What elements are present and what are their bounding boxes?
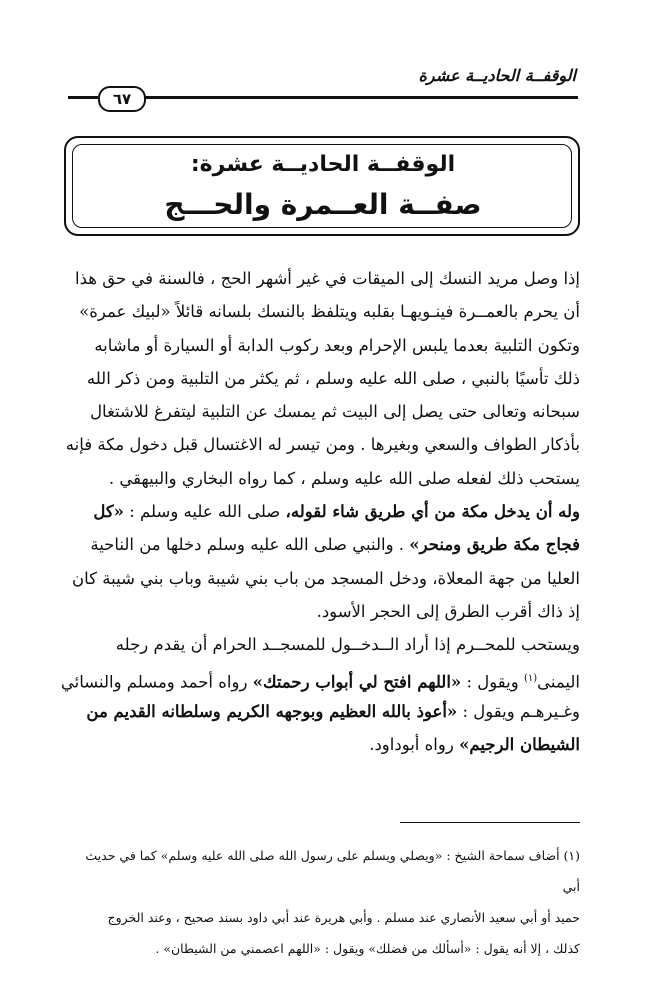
footnotes: [66, 840, 580, 964]
footnote-line-2: حميد أو أبي سعيد الأنصاري عند مسلم . وأبي هريرة عند أبي داود بسند صحيح ، وعند الخروج: [107, 910, 580, 925]
body-line-5: سبحانه وتعالى حتى يصل إلى البيت ثم يمسك عن التلبية ليتفرغ للاشتغال: [90, 402, 580, 422]
text-run: ويقول :: [461, 672, 524, 692]
bold-quote: «أعوذ بالله العظيم وبوجهه الكريم وسلطانه القديم من: [86, 701, 458, 721]
bold-quote: «اللهم افتح لي أبواب رحمتك»: [252, 672, 462, 692]
text-run: رواه أبوداود.: [369, 735, 460, 755]
running-header-title: الوقفــة الحاديــة عشرة: [418, 66, 576, 85]
body-line-4: ذلك تأسيًا بالنبي ، صلى الله عليه وسلم ، ثم يكثر من التلبية ومن ذكر الله: [86, 368, 580, 388]
bold-quote: «كل: [93, 502, 124, 522]
paragraph-2-line-2: [66, 528, 580, 561]
footnote-line-1: (١) أضاف سماحة الشيخ : «ويصلي ويسلم على رسول الله صلى الله عليه وسلم» كما في حديث أبي: [85, 848, 580, 894]
text-run: وغـيرهـم ويقول :: [457, 701, 580, 721]
header-rule-left: [68, 96, 98, 99]
text-run: رواه أحمد ومسلم والنسائي: [60, 672, 253, 692]
body-line-6: بأذكار الطواف والسعي وبغيرها . ومن تيسر له الاغتسال قبل دخول مكة فإنه: [65, 435, 580, 455]
chapter-title-line1: الوقفــة الحاديــة عشرة:: [190, 152, 456, 177]
paragraph-3-line-3: [66, 695, 580, 728]
paragraph-3-line-4: [66, 728, 580, 761]
paragraph-2-line-1: [66, 495, 580, 528]
body-line-1: إذا وصل مريد النسك إلى الميقات في غير أشهر الحج ، فالسنة في حق هذا: [75, 269, 580, 288]
paragraph-3-line-1: ويستحب للمحــرم إذا أراد الــدخــول للمسجــد الحرام أن يقدم رجله: [115, 635, 580, 655]
paragraph-2-line-4: إذ ذاك أقرب الطرق إلى الحجر الأسود.: [316, 601, 580, 621]
body-line-3: وتكون التلبية بعدما يلبس الإحرام وبعد ركوب الدابة أو السيارة أو ماشابه: [94, 335, 580, 355]
text-run: صلى الله عليه وسلم :: [124, 502, 286, 522]
paragraph-3-line-2: [60, 662, 580, 695]
bold-quote: فجاج مكة طريق ومنحر»: [409, 535, 580, 555]
page-number: ٦٧: [98, 86, 146, 112]
body-text: [60, 262, 580, 761]
body-line-2: أن يحرم بالعمــرة فينـويهـا بقلبه ويتلفظ بالنسك بلسانه قائلاً «لبيك عمرة»: [79, 302, 580, 322]
text-run: اليمنى: [537, 672, 580, 692]
footnote-line-3: كذلك ، إلا أنه يقول : «أسألك من فضلك» ويقول : «اللهم اعصمني من الشيطان» .: [155, 941, 580, 956]
footnote-marker: (١): [523, 672, 538, 684]
paragraph-2-line-3: العليا من جهة المعلاة، ودخل المسجد من باب بني شيبة وباب بني شيبة كان: [72, 568, 580, 588]
header-rule: [140, 96, 578, 99]
footnote-rule: [400, 822, 580, 823]
bold-phrase: وله أن يدخل مكة من أي طريق شاء لقوله،: [285, 502, 580, 522]
body-line-7: يستحب ذلك لفعله صلى الله عليه وسلم ، كما رواه البخاري والبيهقي .: [108, 468, 580, 488]
text-run: . والنبي صلى الله عليه وسلم دخلها من الناحية: [90, 535, 410, 555]
bold-quote: الشيطان الرجيم»: [459, 735, 580, 755]
chapter-title-line2: صفــة العــمرة والحـــج: [164, 188, 482, 221]
